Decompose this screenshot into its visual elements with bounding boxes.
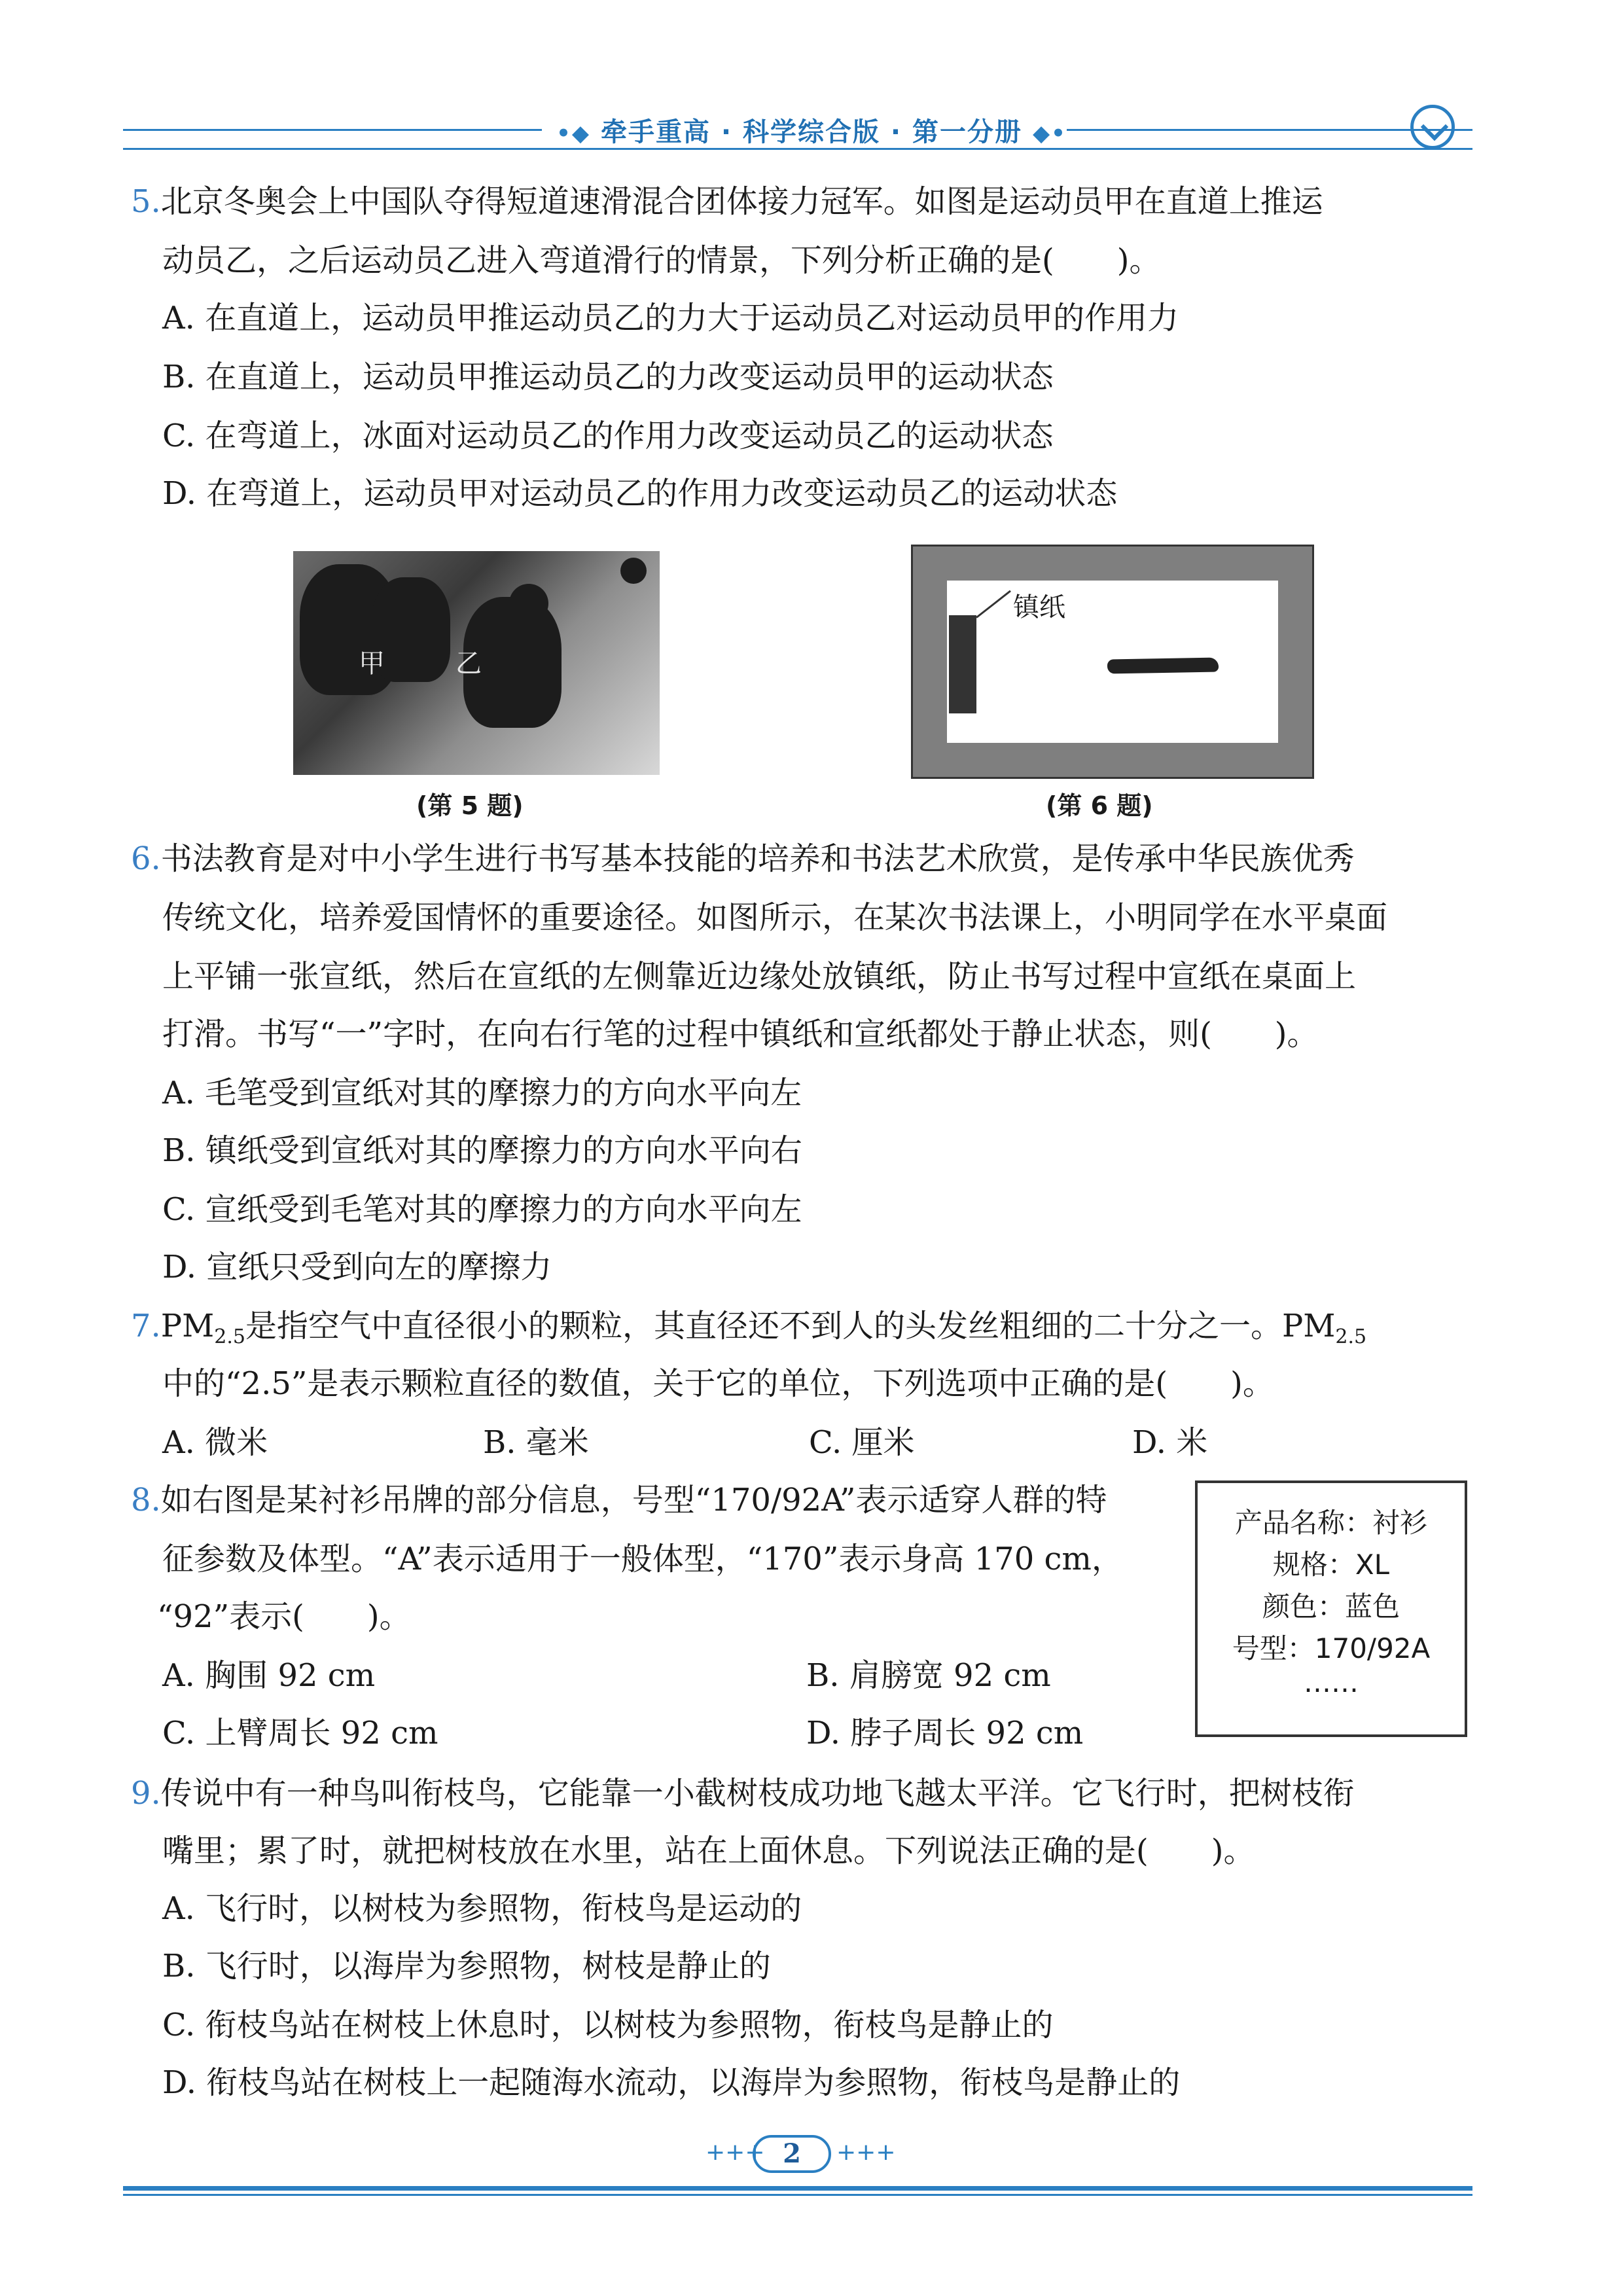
q6-line-3: 上平铺一张宣纸，然后在宣纸的左侧靠近边缘处放镇纸，防止书写过程中宣纸在桌面上: [162, 958, 1357, 995]
figure-5-caption: (第 5 题): [416, 791, 524, 820]
q8-option-b: B. 肩膀宽 92 cm: [806, 1657, 1051, 1694]
header-title-row: [0, 111, 1623, 149]
footer-plus-left: +++: [705, 2139, 765, 2166]
figure-6-caption: (第 6 题): [1046, 791, 1153, 820]
q6-line-4: 打滑。书写“一”字时，在向右行笔的过程中镇纸和宣纸都处于静止状态，则( )。: [162, 1016, 1319, 1052]
q8-option-a: A. 胸围 92 cm: [162, 1657, 376, 1694]
tag-ellipsis: ……: [1304, 1666, 1359, 1698]
q5-option-b: B. 在直道上，运动员甲推运动员乙的力改变运动员甲的运动状态: [162, 359, 1054, 395]
q8-line-3: “92”表示( )。: [157, 1598, 411, 1635]
q7-option-a: A. 微米: [162, 1424, 268, 1461]
q8-line-1: 8.如右图是某衬衫吊牌的部分信息，号型“170/92A”表示适穿人群的特: [131, 1482, 1107, 1518]
q8-line-2: 征参数及体型。“A”表示适用于一般体型，“170”表示身高 170 cm，: [162, 1541, 1123, 1577]
footer-rule-thin: [123, 2194, 1472, 2196]
q7-option-c: C. 厘米: [809, 1424, 915, 1461]
q5-option-c: C. 在弯道上，冰面对运动员乙的作用力改变运动员乙的运动状态: [162, 418, 1054, 454]
brush-stroke-yi: [1107, 658, 1219, 674]
q8-option-c: C. 上臂周长 92 cm: [162, 1715, 438, 1751]
label-jia: 甲: [359, 649, 385, 679]
q9-line-1: 9.传说中有一种鸟叫衔枝鸟，它能靠一小截树枝成功地飞越太平洋。它飞行时，把树枝衔: [131, 1775, 1355, 1812]
q5-line-1: 5.北京冬奥会上中国队夺得短道速滑混合团体接力冠军。如图是运动员甲在直道上推运: [131, 183, 1323, 220]
q9-line-2: 嘴里；累了时，就把树枝放在水里，站在上面休息。下列说法正确的是( )。: [162, 1833, 1255, 1869]
q7-line-1: $7.PM_{2.5}$是指空气中直径很小的颗粒，其直径还不到人的头发丝粗细的二十分之一。$PM_{2.5}$: [131, 1308, 1367, 1348]
tag-color: 颜色：蓝色: [1262, 1590, 1400, 1623]
label-yi: 乙: [455, 649, 482, 679]
q5-option-d: D. 在弯道上，运动员甲对运动员乙的作用力改变运动员乙的运动状态: [162, 475, 1118, 512]
q5-number: 5.: [131, 183, 161, 220]
paperweight-label: 镇纸: [1013, 592, 1065, 622]
figure-5-speed-skaters-photo: [293, 551, 660, 775]
header-title: 牵手重高 · 科学综合版 · 第一分册: [600, 117, 1023, 147]
skater-shape: [620, 558, 647, 584]
shirt-tag-box: [1195, 1480, 1467, 1737]
tag-fit: 号型：170/92A: [1232, 1632, 1431, 1664]
q6-option-d: D. 宣纸只受到向左的摩擦力: [162, 1249, 552, 1285]
q9-number: 9.: [131, 1775, 161, 1812]
skater-shape: [509, 584, 548, 623]
header-dots-left: •◆: [556, 120, 591, 147]
footer-plus-right: +++: [836, 2139, 896, 2166]
tag-size: 规格：XL: [1272, 1549, 1390, 1581]
q7-line-2: 中的“2.5”是表示颗粒直径的数值，关于它的单位，下列选项中正确的是( )。: [162, 1365, 1274, 1402]
footer-rule-thick: [123, 2186, 1472, 2191]
q8-option-d: D. 脖子周长 92 cm: [806, 1715, 1084, 1751]
q6-option-b: B. 镇纸受到宣纸对其的摩擦力的方向水平向右: [162, 1132, 802, 1169]
page-number: 2: [753, 2135, 831, 2173]
q6-option-a: A. 毛笔受到宣纸对其的摩擦力的方向水平向左: [162, 1075, 802, 1111]
q5-option-a: A. 在直道上，运动员甲推运动员乙的力大于运动员乙对运动员甲的作用力: [162, 300, 1179, 336]
q7-option-b: B. 毫米: [483, 1424, 589, 1461]
q9-option-d: D. 衔枝鸟站在树枝上一起随海水流动，以海岸为参照物，衔枝鸟是静止的: [162, 2064, 1181, 2101]
q9-option-b: B. 飞行时，以海岸为参照物，树枝是静止的: [162, 1948, 771, 1984]
q6-line-1: 6.书法教育是对中小学生进行书写基本技能的培养和书法艺术欣赏，是传承中华民族优秀: [131, 840, 1355, 877]
tag-product-name: 产品名称：衬衫: [1234, 1507, 1427, 1539]
q9-option-c: C. 衔枝鸟站在树枝上休息时，以树枝为参照物，衔枝鸟是静止的: [162, 2007, 1054, 2043]
q6-number: 6.: [131, 840, 161, 877]
header-dots-right: ◆•: [1032, 120, 1067, 147]
q5-line-2: 动员乙，之后运动员乙进入弯道滑行的情景，下列分析正确的是( )。: [162, 242, 1161, 279]
publisher-logo-icon: [1410, 105, 1455, 149]
paperweight-shape: [949, 615, 976, 713]
q6-option-c: C. 宣纸受到毛笔对其的摩擦力的方向水平向左: [162, 1191, 802, 1228]
q8-number: 8.: [131, 1482, 161, 1518]
q7-number: 7.: [131, 1308, 161, 1344]
q7-option-d: D. 米: [1132, 1424, 1208, 1461]
q6-line-2: 传统文化，培养爱国情怀的重要途径。如图所示，在某次书法课上，小明同学在水平桌面: [162, 899, 1388, 936]
q9-option-a: A. 飞行时，以树枝为参照物，衔枝鸟是运动的: [162, 1890, 802, 1927]
